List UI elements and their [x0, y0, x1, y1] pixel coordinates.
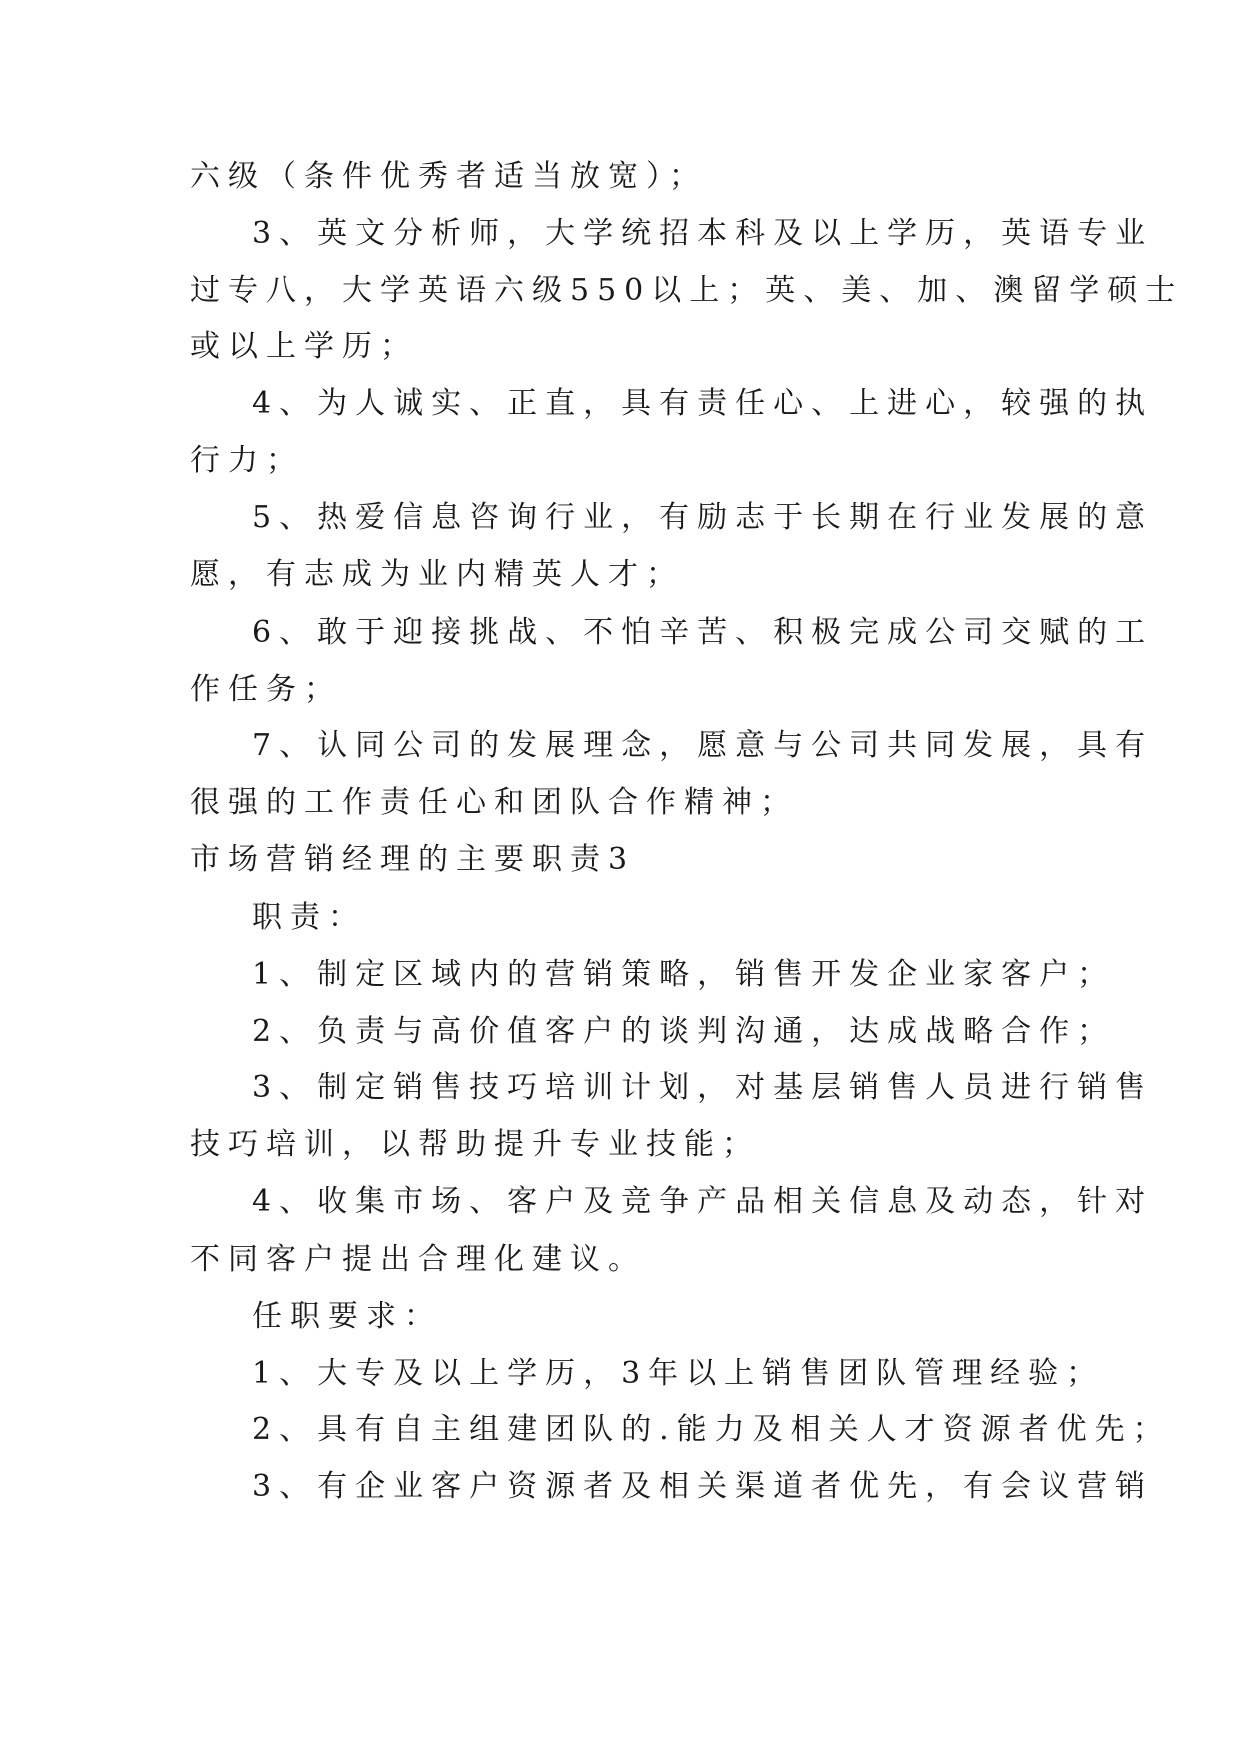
section-heading: 市场营销经理的主要职责3	[190, 842, 636, 877]
text-line: 2、负责与高价值客户的谈判沟通，达成战略合作；	[252, 1014, 1116, 1049]
text-line: 1、制定区域内的营销策略，销售开发企业家客户；	[252, 957, 1116, 992]
text-line: 3、制定销售技巧培训计划，对基层销售人员进行销售	[252, 1070, 1154, 1105]
text-line: 过专八，大学英语六级550以上；英、美、加、澳留学硕士	[190, 273, 1184, 308]
text-line: 六级（条件优秀者适当放宽）；	[190, 159, 707, 194]
text-line: 4、为人诚实、正直，具有责任心、上进心，较强的执	[252, 386, 1154, 421]
text-line: 4、收集市场、客户及竞争产品相关信息及动态，针对	[252, 1184, 1154, 1219]
text-line: 不同客户提出合理化建议。	[190, 1242, 646, 1277]
text-line: 3、英文分析师，大学统招本科及以上学历，英语专业	[252, 216, 1154, 251]
text-line: 愿，有志成为业内精英人才；	[190, 557, 684, 592]
text-line: 5、热爱信息咨询行业，有励志于长期在行业发展的意	[252, 500, 1154, 535]
text-line: 6、敢于迎接挑战、不怕辛苦、积极完成公司交赋的工	[252, 615, 1154, 650]
text-line: 1、大专及以上学历，3年以上销售团队管理经验；	[252, 1356, 1105, 1391]
text-line: 很强的工作责任心和团队合作精神；	[190, 785, 798, 820]
text-line: 7、认同公司的发展理念，愿意与公司共同发展，具有	[252, 728, 1154, 763]
text-line: 作任务；	[190, 672, 342, 707]
text-line: 3、有企业客户资源者及相关渠道者优先，有会议营销	[252, 1469, 1154, 1504]
text-line: 或以上学历；	[190, 329, 418, 364]
subheading-duties: 职责：	[252, 900, 366, 935]
subheading-requirements: 任职要求：	[252, 1299, 442, 1334]
text-line: 技巧培训，以帮助提升专业技能；	[190, 1127, 760, 1162]
text-line: 2、具有自主组建团队的.能力及相关人才资源者优先；	[252, 1412, 1171, 1447]
text-line: 行力；	[190, 443, 304, 478]
